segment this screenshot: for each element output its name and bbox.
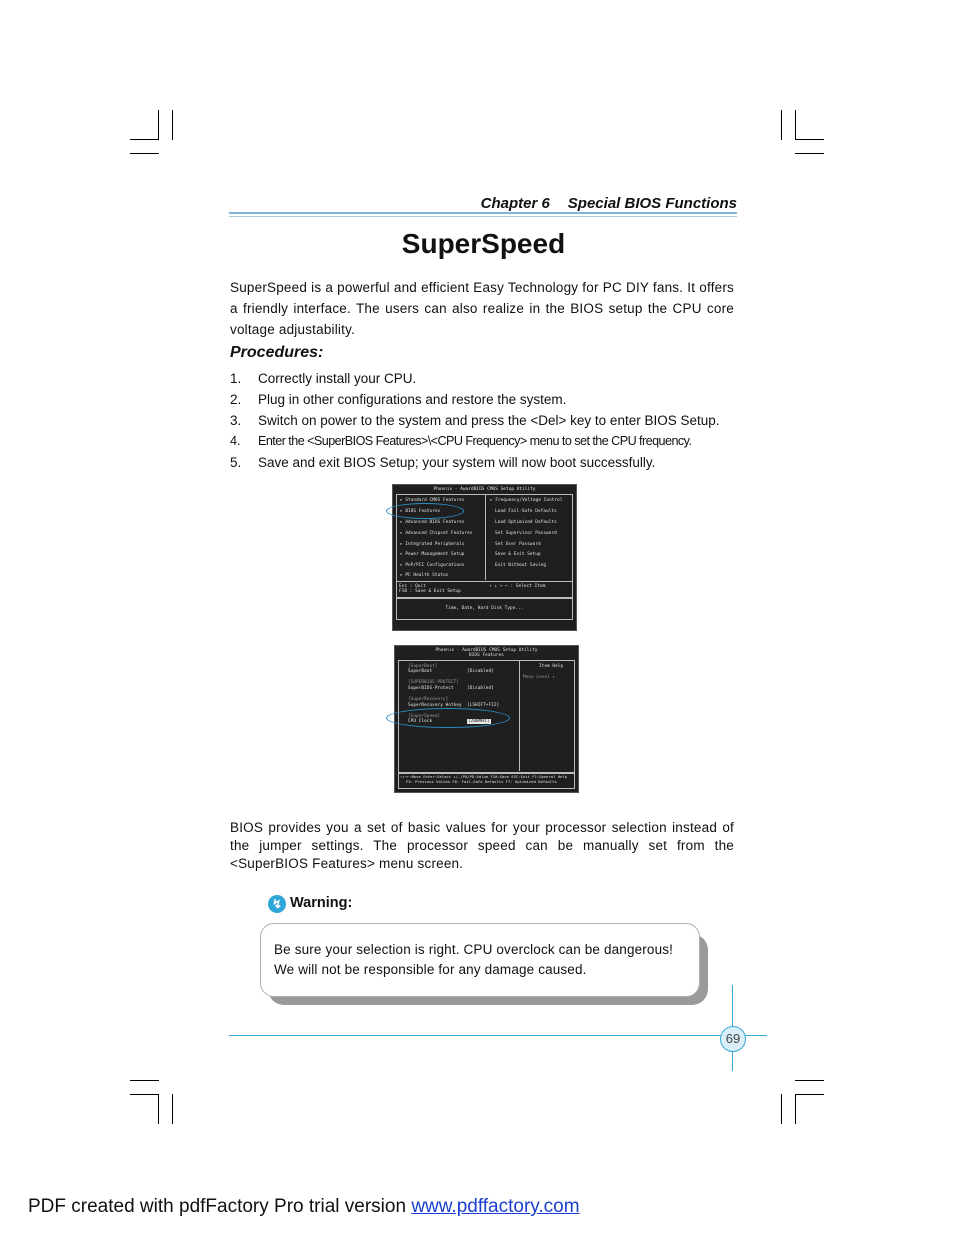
bios-help-select: ↑ ↓ → ← : Select Item [489, 584, 546, 589]
page-title: SuperSpeed [401, 228, 566, 259]
bios-column-divider [485, 494, 486, 580]
step-number: 1. [230, 371, 242, 386]
crop-mark [130, 1080, 159, 1081]
chapter-header [230, 195, 737, 212]
bios-setting-value: [Disabled] [467, 669, 494, 674]
bios-menu-item: Set User Password [495, 542, 541, 547]
crop-mark [130, 1094, 159, 1095]
pdf-note-text: PDF created with pdfFactory Pro trial version [28, 1196, 412, 1217]
bios-menu-item-bios-features: ▸ BIOS Features [400, 509, 441, 514]
step-text: Save and exit BIOS Setup; your system will now boot successfully. [258, 455, 656, 470]
step-text: Enter the <SuperBIOS Features>\<CPU Frequency> menu to set the CPU frequency. [258, 434, 692, 448]
procedures-heading: Procedures: [230, 344, 324, 361]
crop-mark [795, 153, 824, 154]
warning-line: We will not be responsible for any damage caused. [274, 962, 587, 977]
bios-setting-value: [LSHIFT+F12] [467, 703, 500, 708]
bios-menu-item: ▸ Frequency/Voltage Control [490, 498, 563, 503]
bios-menu-item: ▸ Advanced Chipset Features [400, 531, 473, 536]
step-number: 4. [230, 434, 241, 448]
bios-menu-item: ▸ Integrated Peripherals [400, 542, 465, 547]
header-rule-thin [229, 216, 737, 217]
bios-menu-item: ▸ Power Management Setup [400, 552, 465, 557]
crop-mark [158, 1094, 159, 1124]
bios-footer-keys: ↑↓→←:Move Enter:Select +/-/PU/PD:Value F10:Save ESC:Exit F1:General Help [400, 775, 568, 779]
bios-help-save: F10 : Save & Exit Setup [399, 589, 461, 594]
crop-mark [781, 110, 782, 140]
procedure-list [230, 368, 740, 473]
bios-setting-label: SuperBIOS-Protect [408, 686, 454, 691]
bios-menu-item: ▸ PC Health Status [400, 573, 449, 578]
bios-setting-label: CPU Clock [408, 719, 433, 724]
bios-menu-item: ▸ PnP/PCI Configurations [400, 563, 465, 568]
step-number: 5. [230, 455, 242, 470]
crop-mark [172, 1094, 173, 1124]
bios-title: Phoenix - AwardBIOS CMOS Setup Utility [433, 487, 536, 492]
warning-icon: ↯ [268, 895, 286, 913]
bios-menu-item: Save & Exit Setup [495, 552, 541, 557]
crop-mark [795, 1094, 824, 1095]
bios-group-label: [SuperRecovery] [408, 697, 449, 702]
bios-menu-item: Exit Without Saving [495, 563, 547, 568]
bios-column-divider [519, 660, 520, 771]
bios-item-help: Item Help [539, 664, 564, 669]
bios-footer-defaults: F5: Previous Values F6: Fail-Safe Defaults F7: Optimized Defaults [406, 780, 557, 784]
crop-mark [795, 1080, 824, 1081]
crop-mark [172, 110, 173, 140]
chapter-section: Special BIOS Functions [567, 195, 737, 212]
warning-line: Be sure your selection is right. CPU overclock can be dangerous! [274, 942, 674, 957]
header-rule [229, 212, 737, 214]
bios-menu-item: Load Optimized Defaults [495, 520, 557, 525]
bios-group-label: [SuperSpeed] [408, 714, 441, 719]
highlight-ellipse [386, 708, 510, 728]
step-text: Switch on power to the system and press the <Del> key to enter BIOS Setup. [258, 413, 720, 428]
bios-menu-item: Set Supervisor Password [495, 531, 557, 536]
list-item [230, 452, 740, 473]
crop-mark [130, 139, 159, 140]
bios-menu-item: ▸ Advanced BIOS Features [400, 520, 465, 525]
bios-setting-value-selected: [200MHz] [468, 719, 490, 724]
page-number: 69 [720, 1026, 746, 1052]
pdf-creator-note [28, 1196, 580, 1218]
list-item [230, 389, 740, 410]
chapter-number: Chapter 6 [480, 195, 550, 212]
step-text: Plug in other configurations and restore the system. [258, 392, 567, 407]
bios-help-quit: Esc : Quit [399, 584, 426, 589]
list-item [230, 431, 740, 452]
step-number: 3. [230, 413, 242, 428]
crop-mark [795, 1094, 796, 1124]
step-number: 2. [230, 392, 242, 407]
bios-setting-label: SuperRecovery Hotkey [408, 703, 462, 708]
pdffactory-link[interactable]: www.pdffactory.com [411, 1196, 580, 1217]
bios-setting-label: SuperBoot [408, 669, 433, 674]
bios-setting-value: [Disabled] [467, 686, 494, 691]
highlight-ellipse [386, 503, 464, 519]
crop-mark [158, 110, 159, 140]
step-text: Correctly install your CPU. [258, 371, 417, 386]
bios-title: Phoenix - AwardBIOS CMOS Setup Utility [435, 648, 538, 653]
crop-mark [795, 110, 796, 140]
footer-rule [229, 1035, 767, 1036]
crop-mark [781, 1094, 782, 1124]
bios-status-text: Time, Date, Hard Disk Type... [445, 606, 524, 611]
bios-group-label: [SuperBoot] [408, 664, 438, 669]
bios-menu-item: Load Fail-Safe Defaults [495, 509, 557, 514]
intro-paragraph: SuperSpeed is a powerful and efficient Easy Technology for PC DIY fans. It offers a friendly interface. The users can also realize in the BIOS setup the CPU core voltage adjustability. [230, 280, 734, 337]
bios-menu-level: Menu Level ▸ [523, 675, 556, 680]
list-item [230, 410, 740, 431]
bios-group-label: [SUPERBIOS-PROTECT] [408, 680, 460, 685]
warning-label: Warning: [290, 895, 353, 911]
list-item [230, 368, 740, 389]
bios-menu-item: ▸ Standard CMOS Features [400, 498, 465, 503]
warning-text [274, 940, 673, 980]
crop-mark [130, 153, 159, 154]
crop-mark [795, 139, 824, 140]
bios-paragraph: BIOS provides you a set of basic values for your processor selection instead of the jumper settings. The processor speed can be manually set from the <SuperBIOS Features> menu screen. [230, 820, 734, 871]
bios-subtitle: BIOS Features [469, 653, 504, 658]
